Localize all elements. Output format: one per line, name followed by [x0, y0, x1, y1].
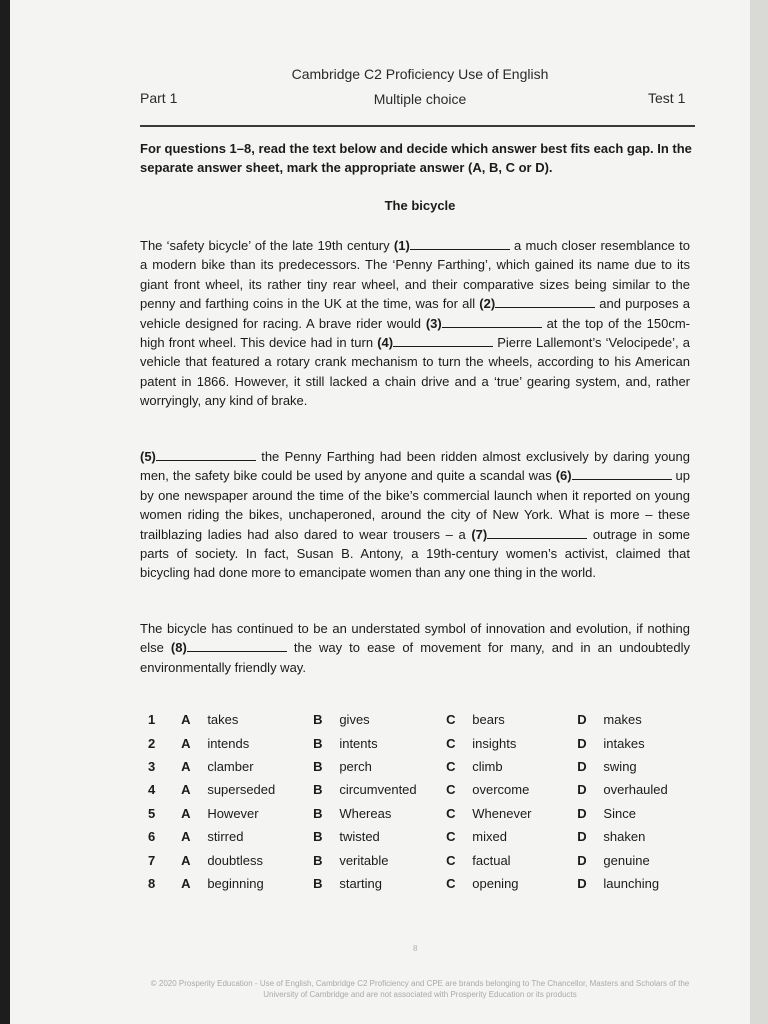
- option-b: perch: [339, 758, 372, 774]
- option-letter-a: A: [181, 829, 191, 845]
- paragraph-3: [140, 619, 690, 677]
- gap-blank: [572, 467, 672, 480]
- option-d: overhauled: [603, 782, 668, 798]
- options-row: [140, 825, 700, 848]
- scan-right-edge: [750, 0, 768, 1024]
- gap-number: (1): [393, 238, 410, 253]
- gap-blank: [410, 237, 510, 250]
- section-subtitle: Multiple choice: [373, 91, 467, 107]
- option-c: climb: [472, 758, 503, 774]
- paragraph-1: [140, 236, 690, 411]
- gap-blank: [393, 334, 493, 347]
- scan-left-edge: [0, 0, 10, 1024]
- option-letter-c: C: [446, 735, 456, 751]
- option-b: gives: [339, 712, 370, 728]
- question-number: 2: [148, 735, 156, 751]
- option-letter-b: B: [313, 735, 323, 751]
- options-row: [140, 848, 700, 871]
- option-letter-a: A: [181, 782, 191, 798]
- question-number: 7: [148, 852, 156, 868]
- text-segment: the Penny Farthing had been ridden almost exclusively by daring young men, the safety bike could be used by anyone and quite a scandal was: [140, 449, 690, 484]
- text-segment: and purposes a vehicle designed for racing. A brave rider would: [140, 296, 690, 331]
- option-letter-d: D: [577, 829, 587, 845]
- gap-number: (5): [140, 449, 156, 464]
- option-c: Whenever: [472, 805, 532, 821]
- option-letter-b: B: [313, 805, 323, 821]
- option-letter-d: D: [577, 852, 587, 868]
- text-title: The bicycle: [384, 198, 456, 213]
- option-b: Whereas: [339, 805, 392, 821]
- gap-blank: [495, 295, 595, 308]
- option-letter-c: C: [446, 782, 456, 798]
- options-row: [140, 731, 700, 754]
- option-b: twisted: [339, 829, 380, 845]
- part-label: Part 1: [140, 90, 178, 106]
- option-c: insights: [472, 735, 517, 751]
- question-number: 6: [148, 829, 156, 845]
- header-divider: [140, 125, 695, 127]
- option-letter-d: D: [577, 782, 587, 798]
- options-row: [140, 778, 700, 801]
- option-letter-b: B: [313, 829, 323, 845]
- option-letter-c: C: [446, 712, 456, 728]
- option-a: clamber: [207, 758, 254, 774]
- text-segment: Pierre Lallemont’s ‘Velocipede’, a vehicle that featured a rotary crank mechanism to turn the wheels, according to his American patent in 1866. However, it still lacked a chain drive and a ‘true’ gearing system, and, rather worryingly, any kind of brake.: [140, 335, 690, 409]
- option-letter-a: A: [181, 875, 191, 891]
- option-d: genuine: [603, 852, 650, 868]
- text-segment: at the top of the 150cm-high front wheel. This device had in turn: [140, 315, 690, 351]
- text-segment: outrage in some parts of society. In fact, Susan B. Antony, a 19th-century women’s activist, claimed that bicycling had done more to emancipate women than any one thing in the world.: [140, 526, 691, 581]
- option-b: circumvented: [339, 782, 417, 798]
- question-number: 4: [148, 782, 156, 798]
- gap-number: (8): [170, 640, 187, 656]
- option-c: opening: [472, 875, 519, 891]
- option-letter-a: A: [181, 758, 191, 774]
- option-a: superseded: [207, 782, 276, 798]
- option-letter-a: A: [181, 805, 191, 821]
- test-label: Test 1: [648, 90, 686, 106]
- option-d: Since: [603, 805, 636, 821]
- options-row: [140, 802, 700, 825]
- option-letter-d: D: [577, 712, 587, 728]
- instructions: For questions 1–8, read the text below and decide which answer best fits each gap. In the separate answer sheet, mark the appropriate answer (A, B, C or D).: [140, 141, 692, 175]
- option-letter-b: B: [313, 712, 323, 728]
- option-letter-d: D: [577, 735, 587, 751]
- option-d: intakes: [603, 735, 645, 751]
- option-letter-a: A: [181, 735, 191, 751]
- text-segment: the way to ease of movement for many, and in an undoubtedly environmentally friendly way.: [140, 640, 690, 675]
- question-number: 8: [148, 875, 156, 891]
- gap-number: (4): [377, 335, 394, 351]
- option-letter-c: C: [446, 805, 456, 821]
- option-d: shaken: [603, 829, 646, 845]
- option-a: beginning: [207, 875, 264, 891]
- option-letter-c: C: [446, 829, 456, 845]
- question-number: 3: [148, 758, 156, 774]
- copyright-footer: © 2020 Prosperity Education - Use of English, Cambridge C2 Proficiency and CPE are brands belonging to The Chancellor, Masters and Scholars of the University of Cambridge and are not associated with Prosperity Education or its products: [150, 979, 690, 999]
- option-letter-c: C: [446, 758, 456, 774]
- option-letter-b: B: [313, 782, 323, 798]
- gap-number: (3): [425, 315, 442, 331]
- option-letter-a: A: [181, 712, 191, 728]
- option-c: mixed: [472, 829, 507, 845]
- option-letter-d: D: [577, 758, 587, 774]
- option-a: However: [207, 805, 259, 821]
- options-row: [140, 755, 700, 778]
- gap-number: (7): [471, 526, 488, 542]
- options-row: [140, 708, 700, 731]
- option-letter-d: D: [577, 875, 587, 891]
- text-segment: up by one newspaper around the time of the bike’s commercial launch when it reported on young women riding the bikes, unchaperoned, around the city of New York. What is more – these trailblazing ladies had also dared to wear trousers – a: [140, 468, 690, 542]
- gap-blank: [156, 448, 256, 461]
- question-number: 1: [148, 712, 156, 728]
- option-b: veritable: [339, 852, 389, 868]
- text-segment: a much closer resemblance to a modern bike than its predecessors. The ‘Penny Farthing’, which gained its name due to its giant front wheel, its rather tiny rear wheel, and their comparative sizes being similar to the penny and farthing coins in the UK at the time, was for all: [140, 238, 690, 312]
- option-d: launching: [603, 875, 660, 891]
- option-letter-b: B: [313, 852, 323, 868]
- option-letter-a: A: [181, 852, 191, 868]
- option-letter-d: D: [577, 805, 587, 821]
- option-letter-b: B: [313, 758, 323, 774]
- option-b: starting: [339, 875, 382, 891]
- option-d: swing: [603, 758, 637, 774]
- text-segment: The ‘safety bicycle’ of the late 19th century: [140, 238, 390, 253]
- exam-title: Cambridge C2 Proficiency Use of English: [291, 66, 549, 82]
- option-a: doubtless: [207, 852, 263, 868]
- option-b: intents: [339, 735, 378, 751]
- paragraph-2: [140, 447, 690, 583]
- gap-blank: [187, 639, 287, 652]
- option-c: overcome: [472, 782, 530, 798]
- page-number: 8: [413, 944, 418, 953]
- option-c: bears: [472, 712, 505, 728]
- option-a: intends: [207, 735, 250, 751]
- option-d: makes: [603, 712, 642, 728]
- option-letter-b: B: [313, 875, 323, 891]
- gap-blank: [487, 526, 587, 539]
- gap-blank: [442, 315, 542, 328]
- option-letter-c: C: [446, 875, 456, 891]
- answer-options-table: [140, 708, 700, 895]
- option-letter-c: C: [446, 852, 456, 868]
- option-c: factual: [472, 852, 511, 868]
- options-row: [140, 872, 700, 895]
- gap-number: (2): [479, 296, 496, 312]
- text-segment: The bicycle has continued to be an understated symbol of innovation and evolution, if nothing else: [140, 621, 690, 656]
- gap-number: (6): [555, 468, 572, 484]
- option-a: stirred: [207, 829, 244, 845]
- question-number: 5: [148, 805, 156, 821]
- option-a: takes: [207, 712, 239, 728]
